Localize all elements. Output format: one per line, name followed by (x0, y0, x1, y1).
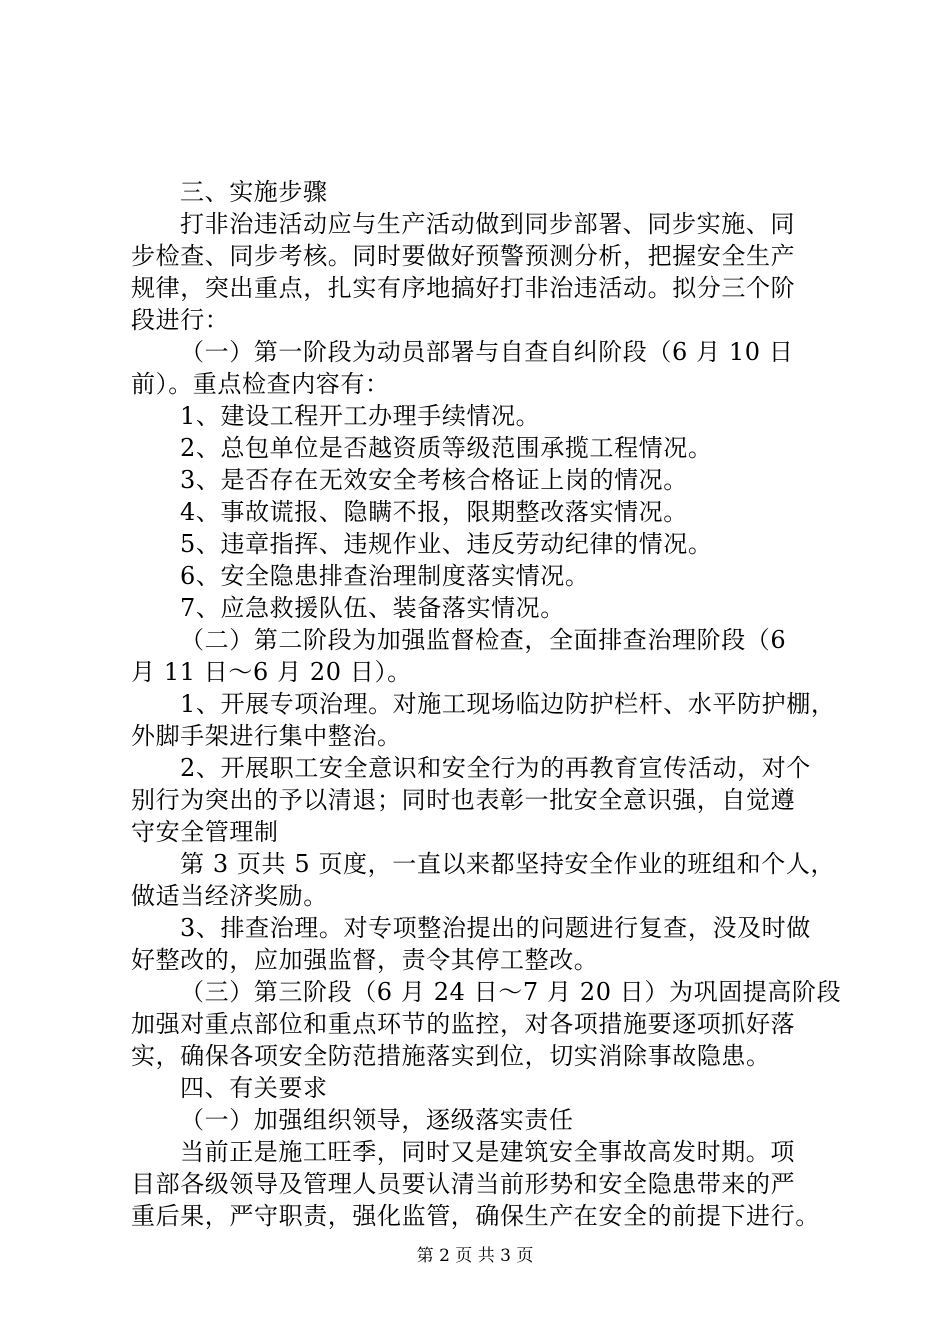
paragraph-line: 加强对重点部位和重点环节的监控，对各项措施要逐项抓好落 (131, 1010, 796, 1038)
subsection-heading: （一）加强组织领导，逐级落实责任 (180, 1106, 574, 1134)
page-footer: 第 2 页 共 3 页 (416, 1246, 534, 1266)
paragraph-line: 月 11 日～6 月 20 日）。 (131, 658, 412, 686)
list-item: 5、违章指挥、违规作业、违反劳动纪律的情况。 (180, 530, 713, 558)
list-item: 7、应急救援队伍、装备落实情况。 (180, 594, 565, 622)
phase-two-heading: （二）第二阶段为加强监督检查，全面排查治理阶段（6 (180, 626, 787, 654)
list-item: 1、开展专项治理。对施工现场临边防护栏杆、水平防护棚， (180, 690, 836, 718)
paragraph-line: 好整改的，应加强监督，责令其停工整改。 (131, 946, 599, 974)
phase-three-heading: （三）第三阶段（6 月 24 日～7 月 20 日）为巩固提高阶段 (180, 978, 842, 1006)
list-item: 4、事故谎报、隐瞒不报，限期整改落实情况。 (180, 498, 688, 526)
paragraph-line: 当前正是施工旺季，同时又是建筑安全事故高发时期。项 (180, 1138, 795, 1166)
paragraph-line: 别行为突出的予以清退；同时也表彰一批安全意识强，自觉遵 (131, 786, 796, 814)
list-item: 3、是否存在无效安全考核合格证上岗的情况。 (180, 466, 688, 494)
paragraph-line: 前）。重点检查内容有： (131, 370, 390, 398)
paragraph-line: 重后果，严守职责，强化监管，确保生产在安全的前提下进行。 (131, 1202, 820, 1230)
list-item: 6、安全隐患排查治理制度落实情况。 (180, 562, 590, 590)
phase-one-heading: （一）第一阶段为动员部署与自查自纠阶段（6 月 10 日 (180, 338, 794, 366)
section-heading-requirements: 四、有关要求 (180, 1074, 328, 1102)
list-item: 2、开展职工安全意识和安全行为的再教育宣传活动，对个 (180, 754, 811, 782)
paragraph-line: 做适当经济奖励。 (131, 882, 328, 910)
paragraph-line: 守安全管理制 (131, 818, 279, 846)
list-item: 2、总包单位是否越资质等级范围承揽工程情况。 (180, 434, 713, 462)
paragraph-line: 外脚手架进行集中整治。 (131, 722, 402, 750)
paragraph-line: 目部各级领导及管理人员要认清当前形势和安全隐患带来的严 (131, 1170, 796, 1198)
paragraph-line: 打非治违活动应与生产活动做到同步部署、同步实施、同 (180, 210, 795, 238)
paragraph-line: 段进行： (131, 306, 230, 334)
section-heading-implementation-steps: 三、实施步骤 (180, 178, 328, 206)
paragraph-line: 第 3 页共 5 页度，一直以来都坚持安全作业的班组和个人， (180, 850, 836, 878)
list-item: 3、排查治理。对专项整治提出的问题进行复查，没及时做 (180, 914, 811, 942)
paragraph-line: 步检查、同步考核。同时要做好预警预测分析，把握安全生产 (131, 242, 796, 270)
list-item: 1、建设工程开工办理手续情况。 (180, 402, 541, 430)
paragraph-line: 规律，突出重点，扎实有序地搞好打非治违活动。拟分三个阶 (131, 274, 796, 302)
paragraph-line: 实，确保各项安全防范措施落实到位，切实消除事故隐患。 (131, 1042, 771, 1070)
